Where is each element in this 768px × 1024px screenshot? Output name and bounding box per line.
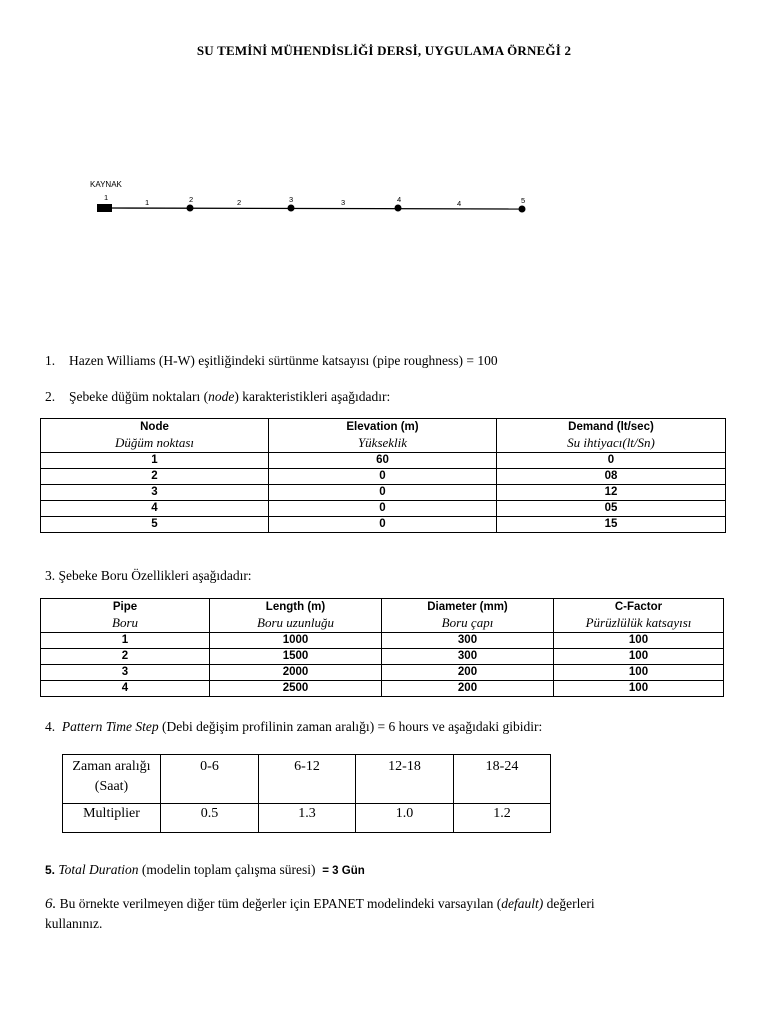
pattern-table: [62, 754, 551, 833]
item-text: Hazen Williams (H-W) eşitliğindeki sürtünme katsayısı (pipe roughness) = 100: [69, 353, 498, 368]
cell: 100: [554, 649, 724, 665]
network-diagram: [80, 172, 550, 222]
cell: 18-24: [454, 755, 551, 804]
item-text-italic: default): [501, 896, 544, 911]
cell: 3: [41, 485, 269, 501]
cell: 2500: [210, 681, 382, 697]
table-row: [41, 469, 726, 485]
pipe-line: [110, 208, 522, 209]
reservoir-node: [97, 204, 112, 212]
cell: 0: [269, 485, 497, 501]
table-row: [41, 681, 724, 697]
cell: 1.0: [356, 804, 454, 833]
cell: 1000: [210, 633, 382, 649]
cell: 08: [497, 469, 726, 485]
item-2: [45, 389, 390, 405]
pipe-label: 3: [341, 198, 346, 207]
header-cell: C-Factor Pürüzlülük katsayısı: [554, 599, 724, 633]
cell: 4: [41, 681, 210, 697]
cell: 0: [497, 453, 726, 469]
pipe-label: 2: [237, 198, 242, 207]
item-text-line2: kullanınız.: [45, 916, 103, 931]
table-row: [63, 804, 551, 833]
cell: 0: [269, 469, 497, 485]
item-text-italic: node: [208, 389, 235, 404]
item-5: [45, 862, 365, 878]
cell: 0: [269, 501, 497, 517]
cell: 0-6: [161, 755, 259, 804]
pipes-table: [40, 598, 724, 697]
cell: 1: [41, 453, 269, 469]
item-number: 4.: [45, 719, 56, 734]
header-cell: Demand (lt/sec) Su ihtiyacı(lt/Sn): [497, 419, 726, 453]
cell: 60: [269, 453, 497, 469]
table-header-row: [41, 419, 726, 453]
cell: 4: [41, 501, 269, 517]
item-number: 5.: [45, 863, 56, 877]
item-text-italic: Pattern Time Step: [61, 719, 159, 734]
pipe-label: 4: [457, 199, 462, 208]
cell: 1: [41, 633, 210, 649]
table-row: [41, 517, 726, 533]
cell: 100: [554, 665, 724, 681]
cell: 12: [497, 485, 726, 501]
cell: Zaman aralığı (Saat): [63, 755, 161, 804]
cell: 2: [41, 649, 210, 665]
cell: 1500: [210, 649, 382, 665]
cell: 0: [269, 517, 497, 533]
item-number: 6.: [45, 896, 57, 912]
cell: 05: [497, 501, 726, 517]
cell: 300: [382, 649, 554, 665]
table-row: [63, 755, 551, 804]
duration-value: = 3 Gün: [322, 865, 365, 877]
item-6: [45, 894, 595, 934]
header-cell: Pipe Boru: [41, 599, 210, 633]
cell: 200: [382, 681, 554, 697]
cell: 300: [382, 633, 554, 649]
item-number: 2.: [45, 389, 56, 404]
node-label: 2: [189, 195, 194, 204]
item-4: [45, 719, 542, 735]
junction-node-4: [395, 205, 402, 212]
table-row: [41, 453, 726, 469]
table-row: [41, 501, 726, 517]
pipe-label: 1: [145, 198, 150, 207]
item-number: 1.: [45, 353, 56, 368]
table-row: [41, 649, 724, 665]
cell: 3: [41, 665, 210, 681]
table-row: [41, 665, 724, 681]
junction-node-3: [288, 205, 295, 212]
cell: 0.5: [161, 804, 259, 833]
cell: 1.2: [454, 804, 551, 833]
node-label: 3: [289, 195, 294, 204]
cell: 12-18: [356, 755, 454, 804]
cell: 5: [41, 517, 269, 533]
item-1: [45, 353, 498, 369]
cell: 2: [41, 469, 269, 485]
node-label: 4: [397, 195, 402, 204]
header-cell: Elevation (m) Yükseklik: [269, 419, 497, 453]
table-row: [41, 485, 726, 501]
cell: 100: [554, 633, 724, 649]
cell: 200: [382, 665, 554, 681]
item-text: değerleri: [543, 896, 595, 911]
item-3: 3. Şebeke Boru Özellikleri aşağıdadır:: [45, 568, 252, 583]
junction-node-2: [187, 205, 194, 212]
item-text: Bu örnekte verilmeyen diğer tüm değerler için EPANET modelindeki varsayılan (: [56, 896, 502, 911]
item-text: Şebeke düğüm noktaları (: [69, 389, 209, 404]
cell: Multiplier: [63, 804, 161, 833]
item-text: (Debi değişim profilinin zaman aralığı) = 6 hours ve aşağıdaki gibidir:: [158, 719, 543, 734]
header-cell: Node Düğüm noktası: [41, 419, 269, 453]
cell: 100: [554, 681, 724, 697]
cell: 15: [497, 517, 726, 533]
cell: 6-12: [259, 755, 356, 804]
header-cell: Diameter (mm) Boru çapı: [382, 599, 554, 633]
page-title: SU TEMİNİ MÜHENDİSLİĞİ DERSİ, UYGULAMA ÖRNEĞİ 2: [196, 43, 572, 58]
item-text: ) karakteristikleri aşağıdadır:: [234, 389, 391, 404]
header-cell: Length (m) Boru uzunluğu: [210, 599, 382, 633]
table-header-row: [41, 599, 724, 633]
junction-node-5: [519, 206, 526, 213]
item-text: (modelin toplam çalışma süresi): [138, 862, 316, 877]
cell: 2000: [210, 665, 382, 681]
source-label: KAYNAK: [90, 180, 122, 189]
item-text-italic: Total Duration: [58, 862, 139, 877]
nodes-table: [40, 418, 726, 533]
node-label: 1: [104, 193, 109, 202]
cell: 1.3: [259, 804, 356, 833]
node-label: 5: [521, 196, 526, 205]
table-row: [41, 633, 724, 649]
